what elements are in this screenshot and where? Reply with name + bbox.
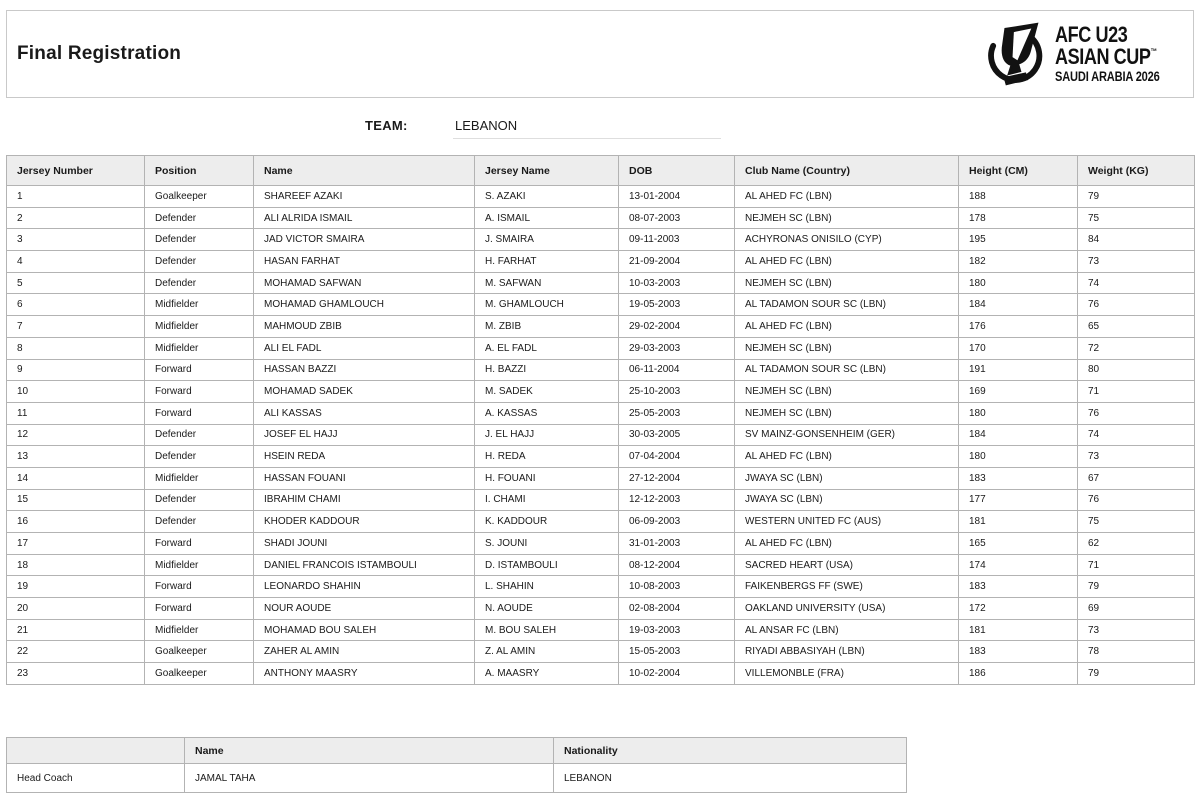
team-name-value: LEBANON	[453, 118, 721, 139]
table-row	[7, 316, 1195, 338]
player-cell: Goalkeeper	[145, 641, 254, 663]
player-cell: 183	[959, 576, 1078, 598]
player-cell: NEJMEH SC (LBN)	[735, 402, 959, 424]
player-cell: 14	[7, 467, 145, 489]
player-cell: 184	[959, 294, 1078, 316]
player-cell: JOSEF EL HAJJ	[254, 424, 475, 446]
table-row	[7, 207, 1195, 229]
player-cell: 06-09-2003	[619, 511, 735, 533]
player-cell: 71	[1078, 381, 1195, 403]
player-cell: 69	[1078, 598, 1195, 620]
player-cell: HASSAN FOUANI	[254, 467, 475, 489]
player-cell: 73	[1078, 251, 1195, 273]
player-cell: 176	[959, 316, 1078, 338]
player-cell: 177	[959, 489, 1078, 511]
player-cell: 62	[1078, 533, 1195, 555]
staff-column-header: Name	[185, 738, 554, 764]
table-row	[7, 359, 1195, 381]
player-cell: HSEIN REDA	[254, 446, 475, 468]
table-row	[7, 663, 1195, 685]
logo-line3: SAUDI ARABIA 2026	[1055, 69, 1161, 85]
player-cell: Goalkeeper	[145, 186, 254, 208]
player-cell: 76	[1078, 294, 1195, 316]
player-cell: 10-02-2004	[619, 663, 735, 685]
player-cell: 02-08-2004	[619, 598, 735, 620]
player-cell: 11	[7, 402, 145, 424]
player-cell: 10	[7, 381, 145, 403]
player-cell: K. KADDOUR	[475, 511, 619, 533]
table-row	[7, 554, 1195, 576]
staff-column-header	[7, 738, 185, 764]
player-cell: 23	[7, 663, 145, 685]
table-row	[7, 186, 1195, 208]
player-cell: 67	[1078, 467, 1195, 489]
player-cell: ANTHONY MAASRY	[254, 663, 475, 685]
player-cell: M. SAFWAN	[475, 272, 619, 294]
player-cell: 9	[7, 359, 145, 381]
player-cell: MOHAMAD BOU SALEH	[254, 619, 475, 641]
player-cell: Midfielder	[145, 554, 254, 576]
player-cell: 08-07-2003	[619, 207, 735, 229]
player-cell: Defender	[145, 251, 254, 273]
players-column-header: Club Name (Country)	[735, 156, 959, 186]
player-cell: 15-05-2003	[619, 641, 735, 663]
staff-header-row	[7, 738, 907, 764]
player-cell: Forward	[145, 533, 254, 555]
player-cell: 13-01-2004	[619, 186, 735, 208]
player-cell: H. FARHAT	[475, 251, 619, 273]
staff-cell: JAMAL TAHA	[185, 764, 554, 793]
player-cell: 25-05-2003	[619, 402, 735, 424]
player-cell: 174	[959, 554, 1078, 576]
staff-tbody	[7, 764, 907, 793]
player-cell: MOHAMAD SADEK	[254, 381, 475, 403]
player-cell: ACHYRONAS ONISILO (CYP)	[735, 229, 959, 251]
player-cell: 170	[959, 337, 1078, 359]
player-cell: Midfielder	[145, 467, 254, 489]
player-cell: OAKLAND UNIVERSITY (USA)	[735, 598, 959, 620]
player-cell: 17	[7, 533, 145, 555]
table-row	[7, 229, 1195, 251]
player-cell: 08-12-2004	[619, 554, 735, 576]
player-cell: 178	[959, 207, 1078, 229]
player-cell: 29-03-2003	[619, 337, 735, 359]
player-cell: 169	[959, 381, 1078, 403]
player-cell: JWAYA SC (LBN)	[735, 467, 959, 489]
player-cell: M. BOU SALEH	[475, 619, 619, 641]
player-cell: 72	[1078, 337, 1195, 359]
player-cell: SHADI JOUNI	[254, 533, 475, 555]
player-cell: LEONARDO SHAHIN	[254, 576, 475, 598]
player-cell: NEJMEH SC (LBN)	[735, 337, 959, 359]
player-cell: 7	[7, 316, 145, 338]
player-cell: AL AHED FC (LBN)	[735, 251, 959, 273]
player-cell: M. ZBIB	[475, 316, 619, 338]
player-cell: Forward	[145, 402, 254, 424]
player-cell: JAD VICTOR SMAIRA	[254, 229, 475, 251]
player-cell: 79	[1078, 576, 1195, 598]
staff-cell: Head Coach	[7, 764, 185, 793]
player-cell: S. JOUNI	[475, 533, 619, 555]
player-cell: 27-12-2004	[619, 467, 735, 489]
player-cell: 10-03-2003	[619, 272, 735, 294]
player-cell: 75	[1078, 207, 1195, 229]
player-cell: 180	[959, 446, 1078, 468]
player-cell: 12	[7, 424, 145, 446]
player-cell: A. ISMAIL	[475, 207, 619, 229]
player-cell: 13	[7, 446, 145, 468]
player-cell: 19-05-2003	[619, 294, 735, 316]
player-cell: 65	[1078, 316, 1195, 338]
player-cell: 16	[7, 511, 145, 533]
tournament-logo	[985, 20, 1193, 88]
table-row	[7, 598, 1195, 620]
player-cell: IBRAHIM CHAMI	[254, 489, 475, 511]
player-cell: ALI EL FADL	[254, 337, 475, 359]
player-cell: NEJMEH SC (LBN)	[735, 381, 959, 403]
logo-line1: AFC U23	[1055, 22, 1128, 48]
player-cell: 172	[959, 598, 1078, 620]
player-cell: FAIKENBERGS FF (SWE)	[735, 576, 959, 598]
player-cell: J. SMAIRA	[475, 229, 619, 251]
player-cell: Midfielder	[145, 337, 254, 359]
player-cell: MOHAMAD SAFWAN	[254, 272, 475, 294]
player-cell: Defender	[145, 446, 254, 468]
player-cell: 21-09-2004	[619, 251, 735, 273]
player-cell: L. SHAHIN	[475, 576, 619, 598]
player-cell: Defender	[145, 272, 254, 294]
player-cell: H. REDA	[475, 446, 619, 468]
player-cell: ZAHER AL AMIN	[254, 641, 475, 663]
player-cell: Forward	[145, 598, 254, 620]
table-row	[7, 424, 1195, 446]
players-tbody	[7, 186, 1195, 685]
player-cell: 06-11-2004	[619, 359, 735, 381]
player-cell: 75	[1078, 511, 1195, 533]
player-cell: 71	[1078, 554, 1195, 576]
team-label: TEAM:	[365, 118, 408, 133]
player-cell: HASSAN BAZZI	[254, 359, 475, 381]
table-row	[7, 467, 1195, 489]
player-cell: Defender	[145, 424, 254, 446]
player-cell: 3	[7, 229, 145, 251]
player-cell: 80	[1078, 359, 1195, 381]
table-row	[7, 511, 1195, 533]
player-cell: 78	[1078, 641, 1195, 663]
player-cell: S. AZAKI	[475, 186, 619, 208]
player-cell: 18	[7, 554, 145, 576]
player-cell: DANIEL FRANCOIS ISTAMBOULI	[254, 554, 475, 576]
player-cell: I. CHAMI	[475, 489, 619, 511]
player-cell: M. GHAMLOUCH	[475, 294, 619, 316]
player-cell: 180	[959, 402, 1078, 424]
player-cell: A. MAASRY	[475, 663, 619, 685]
player-cell: AL AHED FC (LBN)	[735, 533, 959, 555]
players-table	[6, 155, 1195, 685]
player-cell: SHAREEF AZAKI	[254, 186, 475, 208]
player-cell: 182	[959, 251, 1078, 273]
players-header-row	[7, 156, 1195, 186]
player-cell: AL ANSAR FC (LBN)	[735, 619, 959, 641]
table-row	[7, 272, 1195, 294]
players-column-header: Position	[145, 156, 254, 186]
player-cell: A. EL FADL	[475, 337, 619, 359]
player-cell: D. ISTAMBOULI	[475, 554, 619, 576]
player-cell: 07-04-2004	[619, 446, 735, 468]
player-cell: AL TADAMON SOUR SC (LBN)	[735, 359, 959, 381]
table-row	[7, 402, 1195, 424]
player-cell: 29-02-2004	[619, 316, 735, 338]
player-cell: Forward	[145, 359, 254, 381]
player-cell: AL AHED FC (LBN)	[735, 186, 959, 208]
table-row	[7, 446, 1195, 468]
player-cell: 184	[959, 424, 1078, 446]
player-cell: 181	[959, 511, 1078, 533]
player-cell: A. KASSAS	[475, 402, 619, 424]
player-cell: Forward	[145, 576, 254, 598]
player-cell: H. BAZZI	[475, 359, 619, 381]
player-cell: 2	[7, 207, 145, 229]
table-row	[7, 641, 1195, 663]
players-column-header: DOB	[619, 156, 735, 186]
players-column-header: Weight (KG)	[1078, 156, 1195, 186]
table-row	[7, 337, 1195, 359]
player-cell: 79	[1078, 186, 1195, 208]
player-cell: J. EL HAJJ	[475, 424, 619, 446]
player-cell: 79	[1078, 663, 1195, 685]
player-cell: 188	[959, 186, 1078, 208]
player-cell: Defender	[145, 511, 254, 533]
table-row	[7, 489, 1195, 511]
player-cell: SACRED HEART (USA)	[735, 554, 959, 576]
player-cell: Defender	[145, 489, 254, 511]
player-cell: Midfielder	[145, 294, 254, 316]
player-cell: 73	[1078, 619, 1195, 641]
staff-table	[6, 737, 907, 793]
player-cell: SV MAINZ-GONSENHEIM (GER)	[735, 424, 959, 446]
player-cell: AL AHED FC (LBN)	[735, 446, 959, 468]
page-title: Final Registration	[17, 43, 182, 64]
table-row	[7, 764, 907, 793]
player-cell: Defender	[145, 207, 254, 229]
player-cell: 74	[1078, 424, 1195, 446]
player-cell: 180	[959, 272, 1078, 294]
header-box	[6, 10, 1194, 98]
tournament-logo-text	[1055, 24, 1160, 84]
player-cell: AL TADAMON SOUR SC (LBN)	[735, 294, 959, 316]
trademark-mark: ™	[1150, 47, 1158, 57]
player-cell: 19	[7, 576, 145, 598]
player-cell: 74	[1078, 272, 1195, 294]
player-cell: 191	[959, 359, 1078, 381]
table-row	[7, 251, 1195, 273]
player-cell: 30-03-2005	[619, 424, 735, 446]
player-cell: 20	[7, 598, 145, 620]
player-cell: 165	[959, 533, 1078, 555]
player-cell: Z. AL AMIN	[475, 641, 619, 663]
player-cell: N. AOUDE	[475, 598, 619, 620]
player-cell: ALI ALRIDA ISMAIL	[254, 207, 475, 229]
player-cell: 84	[1078, 229, 1195, 251]
player-cell: MAHMOUD ZBIB	[254, 316, 475, 338]
table-row	[7, 576, 1195, 598]
player-cell: 183	[959, 467, 1078, 489]
player-cell: Defender	[145, 229, 254, 251]
player-cell: AL AHED FC (LBN)	[735, 316, 959, 338]
player-cell: RIYADI ABBASIYAH (LBN)	[735, 641, 959, 663]
players-column-header: Height (CM)	[959, 156, 1078, 186]
player-cell: NEJMEH SC (LBN)	[735, 272, 959, 294]
table-row	[7, 294, 1195, 316]
player-cell: Midfielder	[145, 316, 254, 338]
player-cell: WESTERN UNITED FC (AUS)	[735, 511, 959, 533]
player-cell: Forward	[145, 381, 254, 403]
staff-column-header: Nationality	[554, 738, 907, 764]
players-column-header: Jersey Number	[7, 156, 145, 186]
table-row	[7, 533, 1195, 555]
players-column-header: Name	[254, 156, 475, 186]
player-cell: 183	[959, 641, 1078, 663]
player-cell: 10-08-2003	[619, 576, 735, 598]
player-cell: NEJMEH SC (LBN)	[735, 207, 959, 229]
player-cell: M. SADEK	[475, 381, 619, 403]
player-cell: H. FOUANI	[475, 467, 619, 489]
player-cell: 5	[7, 272, 145, 294]
player-cell: Goalkeeper	[145, 663, 254, 685]
player-cell: HASAN FARHAT	[254, 251, 475, 273]
player-cell: 22	[7, 641, 145, 663]
player-cell: 1	[7, 186, 145, 208]
player-cell: 76	[1078, 402, 1195, 424]
player-cell: Midfielder	[145, 619, 254, 641]
player-cell: 19-03-2003	[619, 619, 735, 641]
player-cell: JWAYA SC (LBN)	[735, 489, 959, 511]
player-cell: 8	[7, 337, 145, 359]
player-cell: ALI KASSAS	[254, 402, 475, 424]
player-cell: 6	[7, 294, 145, 316]
player-cell: VILLEMONBLE (FRA)	[735, 663, 959, 685]
players-column-header: Jersey Name	[475, 156, 619, 186]
player-cell: 76	[1078, 489, 1195, 511]
player-cell: 31-01-2003	[619, 533, 735, 555]
player-cell: 4	[7, 251, 145, 273]
player-cell: 195	[959, 229, 1078, 251]
player-cell: NOUR AOUDE	[254, 598, 475, 620]
player-cell: 25-10-2003	[619, 381, 735, 403]
player-cell: MOHAMAD GHAMLOUCH	[254, 294, 475, 316]
afc-trophy-icon	[985, 20, 1049, 88]
player-cell: 21	[7, 619, 145, 641]
player-cell: 09-11-2003	[619, 229, 735, 251]
table-row	[7, 619, 1195, 641]
player-cell: 73	[1078, 446, 1195, 468]
table-row	[7, 381, 1195, 403]
player-cell: 12-12-2003	[619, 489, 735, 511]
staff-cell: LEBANON	[554, 764, 907, 793]
logo-line2: ASIAN CUP™	[1055, 44, 1158, 70]
player-cell: 186	[959, 663, 1078, 685]
player-cell: 181	[959, 619, 1078, 641]
player-cell: 15	[7, 489, 145, 511]
player-cell: KHODER KADDOUR	[254, 511, 475, 533]
